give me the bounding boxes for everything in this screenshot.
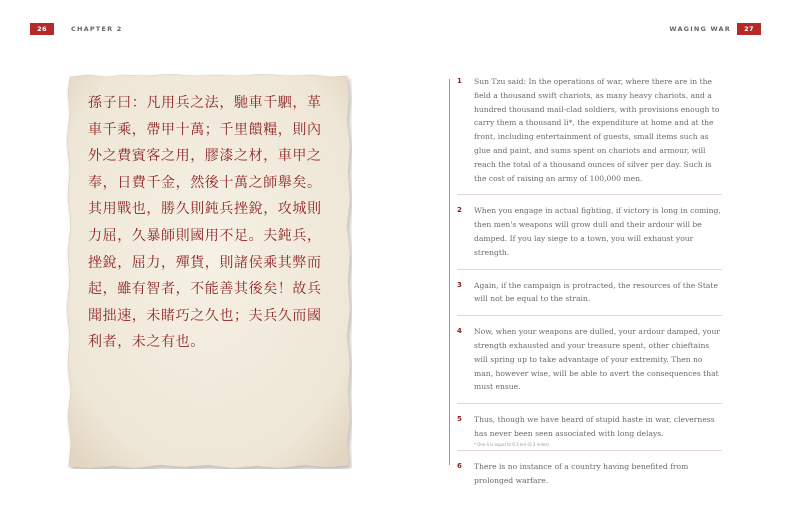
chinese-calligraphy-text [88, 90, 338, 356]
chinese-line: 力屈，久暴師則國用不足。夫鈍兵， [88, 227, 322, 244]
verse [457, 460, 722, 497]
margin-rule [449, 79, 450, 465]
chinese-line: 聞拙速，未睹巧之久也；夫兵久而國 [88, 307, 322, 324]
chinese-line: 利者，未之有也。 [88, 334, 205, 351]
verse-text: Thus, though we have heard of stupid haste in war, cleverness has never been seen associated with long delays. [474, 415, 715, 438]
chinese-line: 車千乘，帶甲十萬；千里饋糧，則內 [88, 121, 322, 138]
verse-text: Sun Tzu said: In the operations of war, where there are in the field a thousand swift chariots, as many heavy chariots, and a hundred thousand mail-clad soldiers, with provisions enough to carry them a thousand li*, the expenditure at home and at the front, including entertainment of guests, small items such as glue and paint, and sums spent on chariots and armour, will reach the total of a thousand ounces of silver per day. Such is the cost of raising an army of 100,000 men. [474, 77, 720, 183]
verse-number: 5 [457, 415, 462, 424]
right-page-number: 27 [737, 23, 761, 35]
verse-number: 3 [457, 280, 462, 289]
section-heading: WAGING WAR [669, 25, 731, 33]
verse-number: 6 [457, 461, 462, 470]
verse-number: 4 [457, 327, 462, 336]
chinese-line: 孫子曰：凡用兵之法，馳車千駟，革 [88, 95, 322, 111]
parchment-panel [66, 74, 352, 469]
chinese-line: 挫銳，屈力，殫貨，則諸侯乘其弊而 [88, 254, 322, 271]
verse-text: There is no instance of a country having benefited from prolonged warfare. [474, 461, 689, 485]
chapter-heading: CHAPTER 2 [71, 25, 123, 33]
translation-column [457, 75, 722, 496]
chinese-line: 其用戰也，勝久則鈍兵挫銳，攻城則 [88, 201, 322, 218]
footnote: * One li is equal to 0.3 km (0.3 miles). [474, 442, 551, 447]
left-page-number: 26 [30, 23, 54, 35]
verse [457, 325, 722, 404]
verse-text: When you engage in actual fighting, if victory is long in coming, then men's weapons will grow dull and their ardour will be damped. If you lay siege to a town, you will exhaust your strength. [474, 206, 721, 257]
verse-text: Now, when your weapons are dulled, your ardour damped, your strength exhausted and your treasure spent, other chieftains will spring up to take advantage of your extremity. Then no man, however wise, will be able to avert the consequences that must ensue. [474, 327, 720, 392]
verse-text: Again, if the campaign is protracted, the resources of the State will not be equal to the strain. [474, 280, 718, 304]
chinese-line: 奉，日費千金，然後十萬之師舉矣。 [88, 174, 322, 191]
verse [457, 279, 722, 317]
verse [457, 204, 722, 269]
verse [457, 75, 722, 195]
verse-number: 2 [457, 206, 462, 215]
chinese-line: 起，雖有智者，不能善其後矣！故兵 [88, 281, 322, 298]
chinese-line: 外之費賓客之用，膠漆之材，車甲之 [88, 148, 322, 165]
verse-number: 1 [457, 77, 462, 85]
